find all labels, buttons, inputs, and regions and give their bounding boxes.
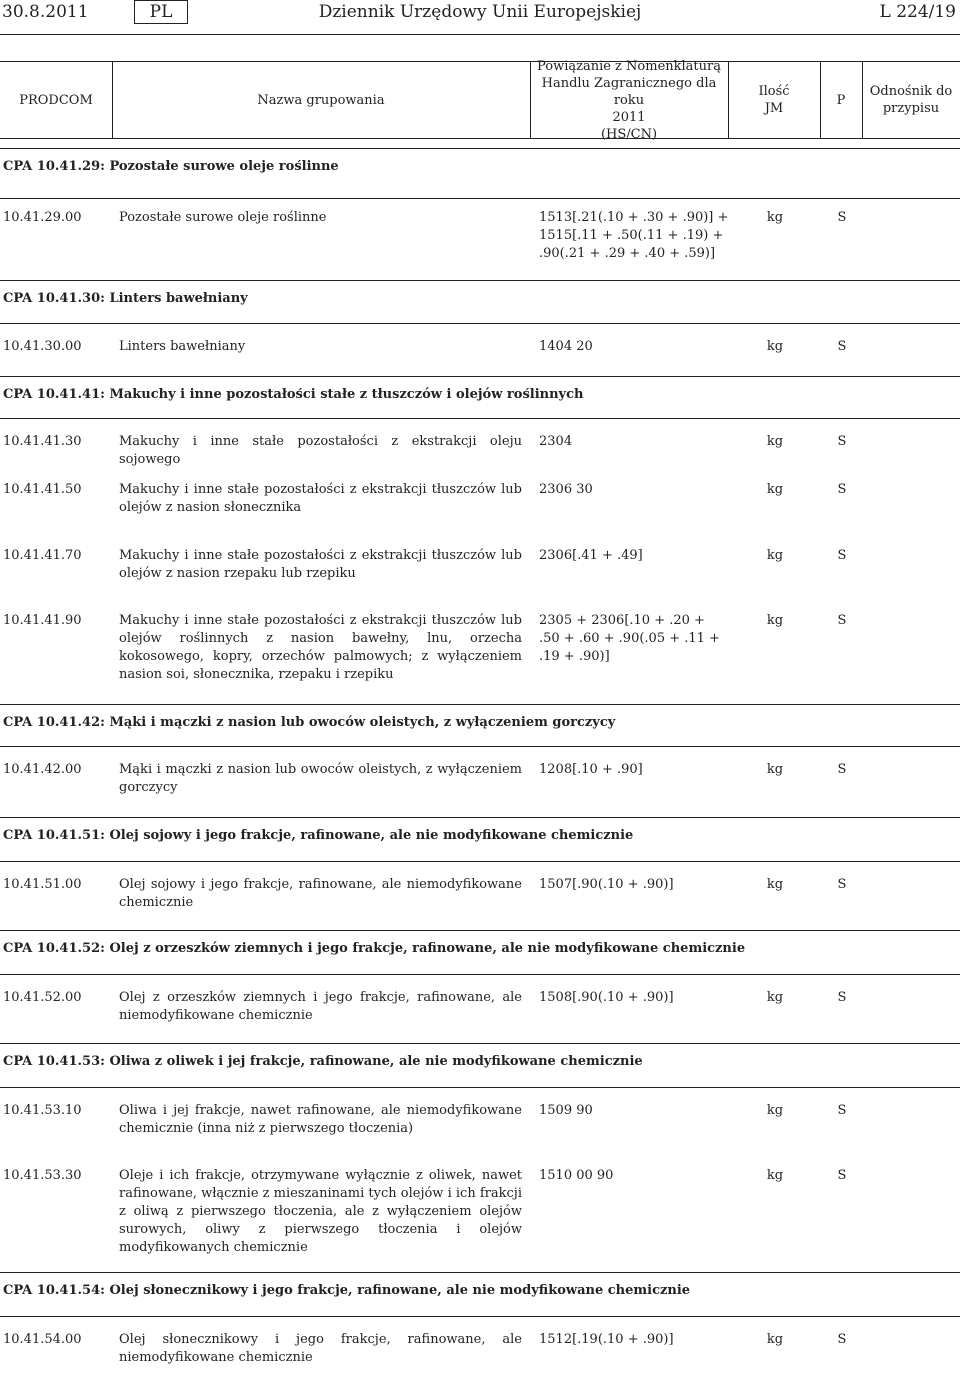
cpa-heading: CPA 10.41.41: Makuchy i inne pozostałości stałe z tłuszczów i olejów roślinnych bbox=[0, 376, 960, 416]
unit: kg bbox=[766, 762, 784, 777]
group-name: Makuchy i inne stałe pozostałości z ekstrakcji tłuszczów lub olejów z nasion słonecznika bbox=[119, 482, 522, 515]
journal-title: Dziennik Urzędowy Unii Europejskiej bbox=[318, 2, 642, 22]
p-code: S bbox=[837, 339, 847, 354]
p-code: S bbox=[837, 990, 847, 1005]
group-name: Makuchy i inne stałe pozostałości z ekstrakcji tłuszczów lub olejów roślinnych z nasion bawełny, lnu, orzecha kokosowego, kopry, orzechów palmowych; z wyłączeniem nasion soi, słonecznika, rzepaku i rzepiku bbox=[119, 613, 522, 682]
unit: kg bbox=[766, 482, 784, 497]
table-row bbox=[0, 1167, 960, 1267]
table-header bbox=[0, 58, 960, 142]
table-row bbox=[0, 612, 960, 702]
prodcom-code: 10.41.41.90 bbox=[3, 613, 82, 628]
prodcom-code: 10.41.54.00 bbox=[3, 1332, 82, 1347]
cpa-heading: CPA 10.41.51: Olej sojowy i jego frakcje, rafinowane, ale nie modyfikowane chemicznie bbox=[0, 817, 960, 857]
unit: kg bbox=[766, 877, 784, 892]
group-name: Olej słonecznikowy i jego frakcje, rafinowane, ale niemodyfikowane chemicznie bbox=[119, 1332, 522, 1365]
column-qty-line2: JM bbox=[764, 101, 784, 116]
unit: kg bbox=[766, 339, 784, 354]
cpa-heading: CPA 10.41.53: Oliwa z oliwek i jej frakcje, rafinowane, ale nie modyfikowane chemicznie bbox=[0, 1043, 960, 1083]
hs-code: 1507[.90(.10 + .90)] bbox=[539, 877, 674, 892]
unit: kg bbox=[766, 434, 784, 449]
prodcom-code: 10.41.52.00 bbox=[3, 990, 82, 1005]
column-note-line1: Odnośnik do bbox=[869, 84, 953, 99]
p-code: S bbox=[837, 1168, 847, 1183]
prodcom-code: 10.41.30.00 bbox=[3, 339, 82, 354]
p-code: S bbox=[837, 482, 847, 497]
prodcom-code: 10.41.53.30 bbox=[3, 1168, 82, 1183]
table-row bbox=[0, 198, 960, 289]
unit: kg bbox=[766, 1168, 784, 1183]
group-name: Makuchy i inne stałe pozostałości z ekstrakcji tłuszczów lub olejów z nasion rzepaku lub rzepiku bbox=[119, 548, 522, 581]
hs-code: 1509 90 bbox=[539, 1103, 593, 1118]
prodcom-code: 10.41.53.10 bbox=[3, 1103, 82, 1118]
column-qty bbox=[728, 62, 820, 138]
column-hs bbox=[530, 58, 728, 142]
group-name: Makuchy i inne stałe pozostałości z ekstrakcji oleju sojowego bbox=[119, 434, 522, 467]
publication-date: 30.8.2011 bbox=[2, 2, 89, 22]
cpa-heading: CPA 10.41.30: Linters bawełniany bbox=[0, 280, 960, 320]
table-row bbox=[0, 1087, 960, 1162]
column-note bbox=[862, 62, 960, 138]
table-row bbox=[0, 418, 960, 483]
prodcom-code: 10.41.51.00 bbox=[3, 877, 82, 892]
group-name: Pozostałe surowe oleje roślinne bbox=[119, 210, 327, 225]
unit: kg bbox=[766, 1103, 784, 1118]
column-hs-line1: Powiązanie z Nomenklaturą bbox=[537, 58, 721, 74]
column-hs-line4: (HS/CN) bbox=[600, 126, 658, 142]
column-name bbox=[112, 62, 530, 138]
hs-code: 2306 30 bbox=[539, 482, 593, 497]
table-row bbox=[0, 547, 960, 607]
column-note-line2: przypisu bbox=[882, 101, 940, 116]
p-code: S bbox=[837, 434, 847, 449]
column-p-label: P bbox=[836, 92, 846, 108]
unit: kg bbox=[766, 990, 784, 1005]
p-code: S bbox=[837, 1103, 847, 1118]
prodcom-code: 10.41.29.00 bbox=[3, 210, 82, 225]
page-header bbox=[0, 0, 960, 30]
cpa-heading: CPA 10.41.42: Mąki i mączki z nasion lub owoców oleistych, z wyłączeniem gorczycy bbox=[0, 704, 960, 744]
column-qty-line1: Ilość bbox=[758, 84, 790, 99]
prodcom-code: 10.41.41.70 bbox=[3, 548, 82, 563]
group-name: Linters bawełniany bbox=[119, 339, 246, 354]
hs-code: 2306[.41 + .49] bbox=[539, 548, 643, 563]
unit: kg bbox=[766, 548, 784, 563]
column-hs-line3: 2011 bbox=[612, 109, 646, 125]
group-name: Oleje i ich frakcje, otrzymywane wyłącznie z oliwek, nawet rafinowane, włącznie z mieszaninami tych olejów i ich frakcji z oliwą z pierwszego tłoczenia, ale z wyłączeniem olejów surowych, oliwy z pierwszego tłoczenia i olejów modyfikowanych chemicznie bbox=[119, 1168, 522, 1255]
group-name: Oliwa i jej frakcje, nawet rafinowane, ale niemodyfikowane chemicznie (inna niż z pierwszego tłoczenia) bbox=[119, 1103, 522, 1136]
hs-code: 2304 bbox=[539, 434, 573, 449]
column-prodcom-label: PRODCOM bbox=[19, 92, 93, 108]
p-code: S bbox=[837, 210, 847, 225]
hs-code: 1508[.90(.10 + .90)] bbox=[539, 990, 674, 1005]
unit: kg bbox=[766, 1332, 784, 1347]
group-name: Mąki i mączki z nasion lub owoców oleistych, z wyłączeniem gorczycy bbox=[119, 762, 522, 795]
unit: kg bbox=[766, 210, 784, 225]
p-code: S bbox=[837, 877, 847, 892]
p-code: S bbox=[837, 1332, 847, 1347]
column-prodcom bbox=[0, 62, 112, 138]
prodcom-code: 10.41.41.50 bbox=[3, 482, 82, 497]
unit: kg bbox=[766, 613, 784, 628]
p-code: S bbox=[837, 762, 847, 777]
p-code: S bbox=[837, 613, 847, 628]
column-p bbox=[820, 62, 862, 138]
table-row bbox=[0, 1316, 960, 1393]
cpa-heading: CPA 10.41.29: Pozostałe surowe oleje roślinne bbox=[0, 148, 960, 188]
page-reference: L 224/19 bbox=[879, 2, 956, 22]
hs-code: 1512[.19(.10 + .90)] bbox=[539, 1332, 674, 1347]
hs-code: 2305 + 2306[.10 + .20 + .50 + .60 + .90(.05 + .11 + .19 + .90)] bbox=[539, 613, 720, 664]
p-code: S bbox=[837, 548, 847, 563]
language-badge: PL bbox=[134, 0, 188, 24]
prodcom-code: 10.41.42.00 bbox=[3, 762, 82, 777]
column-hs-line2: Handlu Zagranicznego dla roku bbox=[541, 75, 717, 108]
group-name: Olej sojowy i jego frakcje, rafinowane, ale niemodyfikowane chemicznie bbox=[119, 877, 522, 910]
prodcom-code: 10.41.41.30 bbox=[3, 434, 82, 449]
hs-code: 1510 00 90 bbox=[539, 1168, 614, 1183]
table-row bbox=[0, 481, 960, 541]
cpa-heading: CPA 10.41.52: Olej z orzeszków ziemnych i jego frakcje, rafinowane, ale nie modyfikowane chemicznie bbox=[0, 930, 960, 970]
hs-code: 1404 20 bbox=[539, 339, 593, 354]
cpa-heading: CPA 10.41.54: Olej słonecznikowy i jego frakcje, rafinowane, ale nie modyfikowane chemicznie bbox=[0, 1272, 960, 1312]
hs-code: 1513[.21(.10 + .30 + .90)] + 1515[.11 + .50(.11 + .19) + .90(.21 + .29 + .40 + .59)] bbox=[539, 210, 729, 261]
hs-code: 1208[.10 + .90] bbox=[539, 762, 643, 777]
header-divider bbox=[0, 34, 960, 35]
group-name: Olej z orzeszków ziemnych i jego frakcje, rafinowane, ale niemodyfikowane chemicznie bbox=[119, 990, 522, 1023]
column-name-label: Nazwa grupowania bbox=[257, 92, 385, 108]
